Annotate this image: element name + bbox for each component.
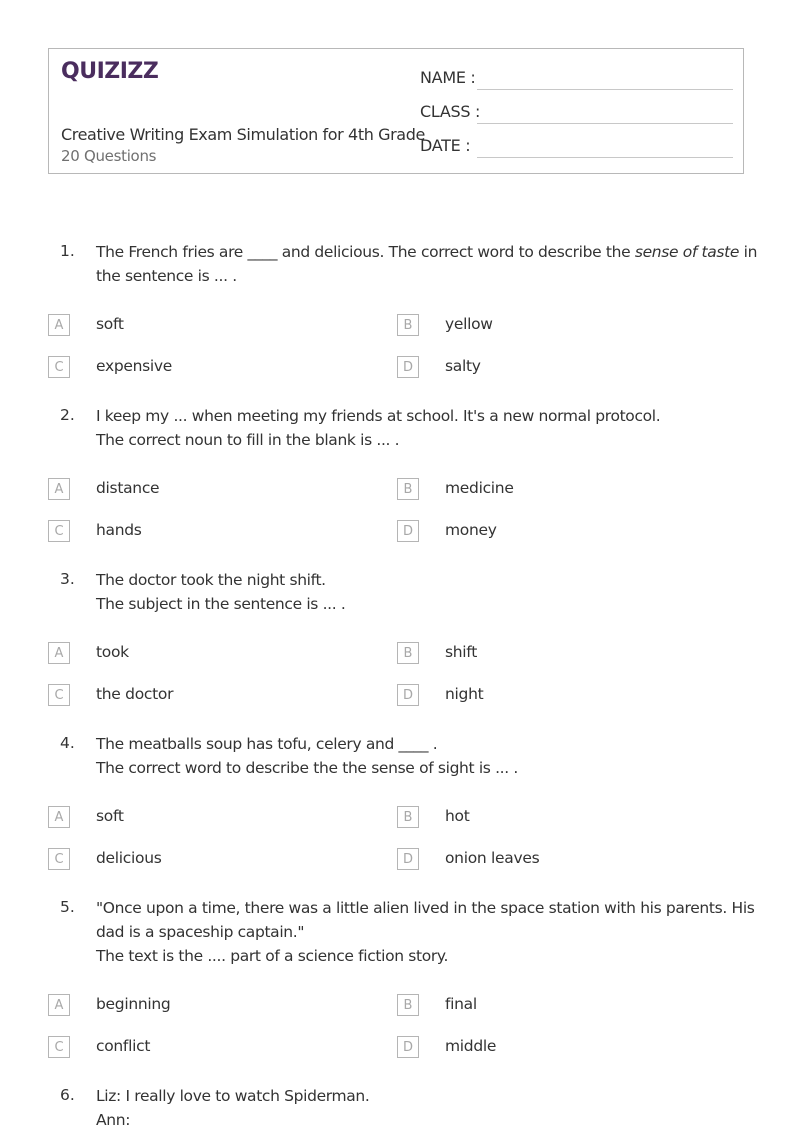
- question-text-line: The correct word to describe the the sense of sight is ... .: [96, 759, 518, 777]
- question-text-line: The correct noun to fill in the blank is ... .: [96, 431, 400, 449]
- option-a-text: soft: [96, 315, 124, 333]
- question-number: 3.: [60, 570, 75, 588]
- option-a-box: A: [48, 994, 70, 1016]
- question-text-part: The French fries are ____ and delicious. The correct word to describe the: [96, 243, 635, 261]
- option-b-box: B: [397, 806, 419, 828]
- question-text: [96, 732, 746, 780]
- question-text-part: in: [739, 243, 758, 261]
- option-b-text: shift: [445, 643, 477, 661]
- option-b-text: final: [445, 995, 477, 1013]
- date-line: [477, 157, 733, 158]
- option-d-box: D: [397, 684, 419, 706]
- question-text-line: The doctor took the night shift.: [96, 571, 326, 589]
- option-b-box: B: [397, 642, 419, 664]
- question-text: [96, 240, 758, 288]
- option-c-box: C: [48, 684, 70, 706]
- option-d-text: salty: [445, 357, 481, 375]
- question-number: 4.: [60, 734, 75, 752]
- date-label: DATE :: [420, 136, 471, 155]
- option-a-text: took: [96, 643, 129, 661]
- option-c-box: C: [48, 848, 70, 870]
- question-text: [96, 1084, 746, 1132]
- question-text-line: The text is the .... part of a science fiction story.: [96, 947, 449, 965]
- name-label: NAME :: [420, 68, 476, 87]
- question-number: 1.: [60, 242, 75, 260]
- question-text-line: "Once upon a time, there was a little alien lived in the space station with his parents. His: [96, 899, 755, 917]
- question-text-line: the sentence is ... .: [96, 267, 237, 285]
- option-c-box: C: [48, 520, 70, 542]
- option-a-text: distance: [96, 479, 160, 497]
- question-text-emphasis: sense of taste: [634, 243, 740, 261]
- question-number: 6.: [60, 1086, 75, 1104]
- worksheet-header: [48, 48, 744, 174]
- option-d-text: middle: [445, 1037, 497, 1055]
- option-d-box: D: [397, 520, 419, 542]
- option-b-text: medicine: [445, 479, 514, 497]
- class-label: CLASS :: [420, 102, 481, 121]
- question-text: [96, 404, 746, 452]
- option-c-text: conflict: [96, 1037, 151, 1055]
- option-c-text: hands: [96, 521, 142, 539]
- option-d-box: D: [397, 356, 419, 378]
- option-c-box: C: [48, 1036, 70, 1058]
- option-d-box: D: [397, 848, 419, 870]
- option-a-text: soft: [96, 807, 124, 825]
- option-a-box: A: [48, 642, 70, 664]
- option-b-box: B: [397, 994, 419, 1016]
- class-line: [477, 123, 733, 124]
- option-a-text: beginning: [96, 995, 171, 1013]
- option-b-text: hot: [445, 807, 470, 825]
- option-d-box: D: [397, 1036, 419, 1058]
- quizizz-logo: QUIZIZZ: [61, 59, 159, 84]
- question-count: 20 Questions: [61, 147, 157, 165]
- option-b-box: B: [397, 478, 419, 500]
- option-d-text: night: [445, 685, 484, 703]
- option-c-text: delicious: [96, 849, 162, 867]
- option-a-box: A: [48, 478, 70, 500]
- question-text-line: I keep my ... when meeting my friends at school. It's a new normal protocol.: [96, 407, 661, 425]
- option-d-text: money: [445, 521, 497, 539]
- question-text: [96, 896, 755, 968]
- question-text-line: The meatballs soup has tofu, celery and ____ .: [96, 735, 438, 753]
- option-b-text: yellow: [445, 315, 493, 333]
- option-a-box: A: [48, 314, 70, 336]
- question-text-line: dad is a spaceship captain.": [96, 923, 305, 941]
- question-text-line: Liz: I really love to watch Spiderman.: [96, 1087, 370, 1105]
- question-text-line: Ann:: [96, 1111, 131, 1129]
- option-b-box: B: [397, 314, 419, 336]
- name-line: [477, 89, 733, 90]
- option-c-box: C: [48, 356, 70, 378]
- question-text-line: The subject in the sentence is ... .: [96, 595, 346, 613]
- worksheet-title: Creative Writing Exam Simulation for 4th Grade: [61, 125, 425, 144]
- option-c-text: the doctor: [96, 685, 174, 703]
- option-a-box: A: [48, 806, 70, 828]
- option-d-text: onion leaves: [445, 849, 540, 867]
- question-text: [96, 568, 746, 616]
- question-number: 5.: [60, 898, 75, 916]
- option-c-text: expensive: [96, 357, 173, 375]
- question-number: 2.: [60, 406, 75, 424]
